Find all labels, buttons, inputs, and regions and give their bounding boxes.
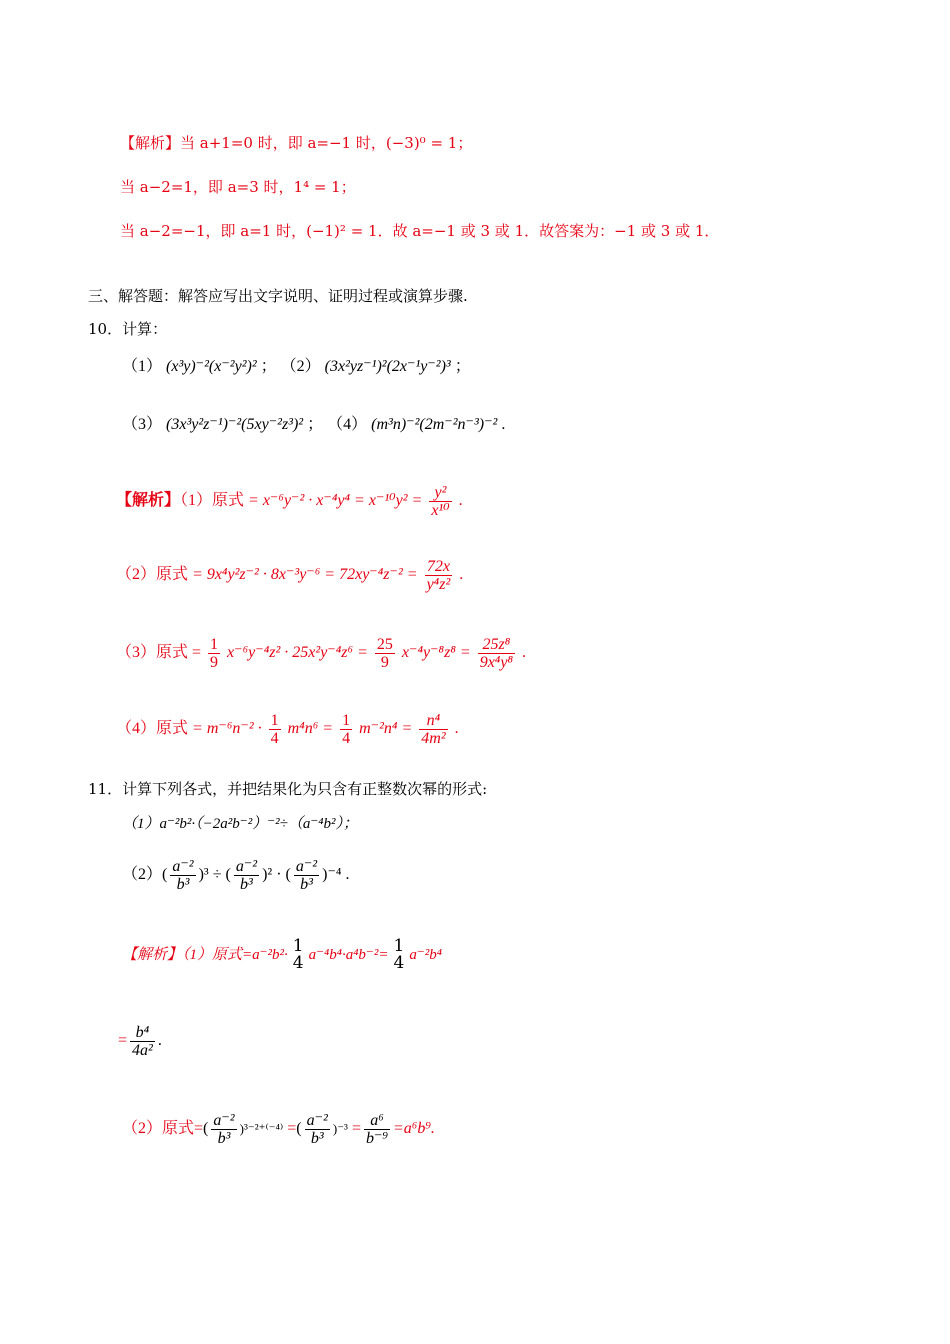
q11-open-paren: ( (162, 866, 168, 884)
a11-2-open-2: ( (296, 1120, 302, 1138)
q11-fraction-3 (294, 858, 319, 893)
a10-3-denominator: 9x⁴y⁸ (479, 654, 514, 671)
a10-3-eq1: x⁻⁶y⁻⁴z² · 25x²y⁻⁴z⁶ = (227, 644, 368, 662)
a11-1b-fraction (130, 1024, 155, 1059)
answer-10-part-2 (116, 558, 463, 593)
solution-9-line-3 (120, 220, 719, 242)
q11-f2-num: a⁻² (235, 858, 258, 875)
a11-2-f2-num: a⁻² (306, 1112, 328, 1129)
a10-4-prefix: （4）原式 (116, 720, 189, 738)
a10-1-fraction (429, 484, 451, 519)
a10-3-fraction-2 (375, 636, 395, 671)
q11-fraction-2 (234, 858, 259, 893)
a11-2-exp-1: )³⁻²⁺⁽⁻⁴⁾ (239, 1121, 284, 1137)
a10-3-fraction-3 (478, 636, 515, 671)
a10-2-equation: = 9x⁴y²z⁻² · 8x⁻³y⁻⁶ = 72xy⁻⁴z⁻² = (192, 566, 418, 584)
a10-2-numerator: 72x (425, 558, 453, 576)
q11-f1-num: a⁻² (172, 858, 194, 875)
question-10-stem (88, 318, 167, 340)
q11-f2-den: b³ (240, 876, 253, 893)
a11-1-f2-den: 4 (393, 953, 405, 973)
q11-part-2-label: （2） (122, 866, 163, 884)
answer-10-part-3 (116, 636, 526, 671)
a11-1-f2-num: 1 (393, 936, 405, 956)
a11-2-fraction-1 (211, 1112, 236, 1147)
question-11-part-1 (122, 812, 358, 835)
a10-4-end: . (454, 720, 459, 738)
a10-1-prefix: （1）原式 (180, 492, 245, 510)
a10-1-denominator: x¹⁰ (431, 502, 450, 519)
a11-2-eq-1: = (287, 1120, 297, 1138)
a11-2-tail: =a⁶b⁹. (393, 1120, 435, 1138)
a10-4-f1-num: 1 (270, 712, 279, 729)
answer-11-part-1 (122, 938, 442, 972)
q11-f1-den: b³ (176, 876, 190, 893)
a10-4-numerator: n⁴ (419, 712, 447, 730)
a10-4-eq2: m⁻²n⁴ = (359, 720, 413, 738)
a11-1-fraction-2 (391, 938, 406, 972)
section-heading (88, 285, 468, 307)
a10-4-f2-den: 4 (342, 730, 351, 747)
a10-3-f2-den: 9 (380, 654, 389, 671)
q10-part-1-expr: (x³y)⁻²(x⁻²y²)² (166, 358, 257, 375)
a10-4-eq0: = m⁻⁶n⁻² · (192, 720, 262, 738)
q10-end: . (501, 416, 506, 433)
q10-part-2-label: （2） (280, 358, 321, 375)
q11-part-1-text: （1）a⁻²b²·（−2a²b⁻²）⁻²÷（a⁻⁴b²）； (122, 816, 358, 832)
a11-1b-eq: = (118, 1032, 128, 1050)
a10-2-fraction (425, 558, 453, 593)
a10-3-prefix: （3）原式 (116, 644, 189, 662)
a11-2-fraction-3 (364, 1112, 390, 1147)
a10-4-f2-num: 1 (342, 712, 351, 729)
a11-1-fraction-1 (291, 938, 306, 972)
q10-part-4-label: （4） (327, 416, 368, 433)
a11-1b-end: . (157, 1032, 162, 1050)
a11-2-f1-num: a⁻² (213, 1112, 235, 1129)
a10-3-eq0: = (192, 644, 202, 662)
solution-9-text-1: 【解析】当 a+1=0 时，即 a=−1 时，(−3)⁰ = 1； (120, 134, 473, 152)
a10-1-equation: = x⁻⁶y⁻² · x⁻⁴y⁴ = x⁻¹⁰y² = (248, 492, 423, 510)
q10-part-4-expr: (m³n)⁻²(2m⁻²n⁻³)⁻² (371, 416, 498, 433)
a10-4-denominator: 4m² (421, 730, 446, 747)
answer-label: 【解析】 (116, 492, 181, 510)
a11-1b-num: b⁴ (130, 1024, 155, 1042)
a10-3-fraction-1 (208, 636, 220, 671)
a10-4-eq1: m⁴n⁶ = (287, 720, 334, 738)
q11-op-2: )² · ( (262, 866, 291, 884)
a10-4-fraction-3 (419, 712, 447, 747)
q11-end: . (345, 866, 350, 884)
answer-11-part-2 (122, 1112, 435, 1147)
a11-2-prefix: （2）原式= (122, 1120, 204, 1138)
a10-2-end: . (459, 566, 464, 584)
solution-9-line-1 (120, 132, 472, 154)
a10-3-eq2: x⁻⁴y⁻⁸z⁸ = (401, 644, 471, 662)
question-11-text: 11．计算下列各式，并把结果化为只含有正整数次幂的形式: (88, 780, 488, 798)
q11-fraction-1 (170, 858, 195, 893)
a10-1-numerator: y² (429, 484, 451, 502)
q10-part-3-expr: (3x³y²z⁻¹)⁻²(5xy⁻²z³)² (166, 416, 304, 433)
question-10-text: 10．计算： (88, 320, 168, 338)
q10-sep-3: ； (307, 416, 324, 433)
a11-1-f1-num: 1 (292, 936, 304, 956)
a11-1-middle: a⁻⁴b⁴·a⁴b⁻²= (308, 947, 389, 963)
answer-11-part-1-result (118, 1024, 162, 1059)
a11-1b-den: 4a² (132, 1042, 153, 1059)
solution-9-line-2 (120, 176, 356, 198)
a11-2-open-1: ( (203, 1120, 209, 1138)
a11-2-exp-2: )⁻³ (332, 1121, 348, 1137)
a10-3-numerator: 25z⁸ (478, 636, 515, 654)
a10-3-f1-den: 9 (210, 654, 219, 671)
answer-10-part-1 (116, 484, 463, 519)
q11-f3-den: b³ (300, 876, 313, 893)
a10-4-f1-den: 4 (270, 730, 279, 747)
q10-part-3-label: （3） (122, 416, 163, 433)
question-10-row-2 (122, 414, 505, 436)
q11-op-1: )³ ÷ ( (198, 866, 231, 884)
a10-3-f2-num: 25 (376, 636, 393, 653)
a10-4-fraction-1 (269, 712, 281, 747)
section-heading-text: 三、解答题：解答应写出文字说明、证明过程或演算步骤. (88, 287, 468, 305)
a11-2-fraction-2 (305, 1112, 330, 1147)
question-11-part-2 (122, 858, 349, 893)
a11-2-f3-den: b⁻⁹ (365, 1130, 388, 1147)
q10-sep-2: ； (454, 358, 471, 375)
a11-1-tail: a⁻²b⁴ (409, 947, 442, 963)
q10-sep-1: ； (260, 358, 277, 375)
a11-2-eq-2: = (351, 1120, 361, 1138)
q11-f3-num: a⁻² (295, 858, 318, 875)
a10-1-end: . (458, 492, 463, 510)
a10-3-f1-num: 1 (210, 636, 219, 653)
question-11-stem (88, 778, 487, 800)
a11-2-f2-den: b³ (310, 1130, 324, 1147)
a11-1-prefix: 【解析】（1）原式=a⁻²b²· (122, 947, 288, 963)
q10-part-2-expr: (3x²yz⁻¹)²(2x⁻¹y⁻²)³ (324, 358, 451, 375)
a10-3-end: . (522, 644, 527, 662)
a11-2-f1-den: b³ (217, 1130, 231, 1147)
a11-1-f1-den: 4 (292, 953, 304, 973)
q11-op-3: )⁻⁴ (322, 866, 342, 884)
a11-2-f3-num: a⁶ (364, 1112, 390, 1130)
solution-9-text-2: 当 a−2=1，即 a=3 时，1⁴ = 1； (120, 178, 356, 196)
q10-part-1-label: （1） (122, 358, 163, 375)
solution-9-text-3: 当 a−2=−1，即 a=1 时，(−1)² = 1．故 a=−1 或 3 或 1．故答案为：−1 或 3 或 1． (120, 222, 720, 240)
a10-2-denominator: y⁴z² (426, 576, 451, 593)
a10-2-prefix: （2）原式 (116, 566, 189, 584)
question-10-row-1 (122, 356, 471, 378)
answer-10-part-4 (116, 712, 459, 747)
a10-4-fraction-2 (340, 712, 352, 747)
